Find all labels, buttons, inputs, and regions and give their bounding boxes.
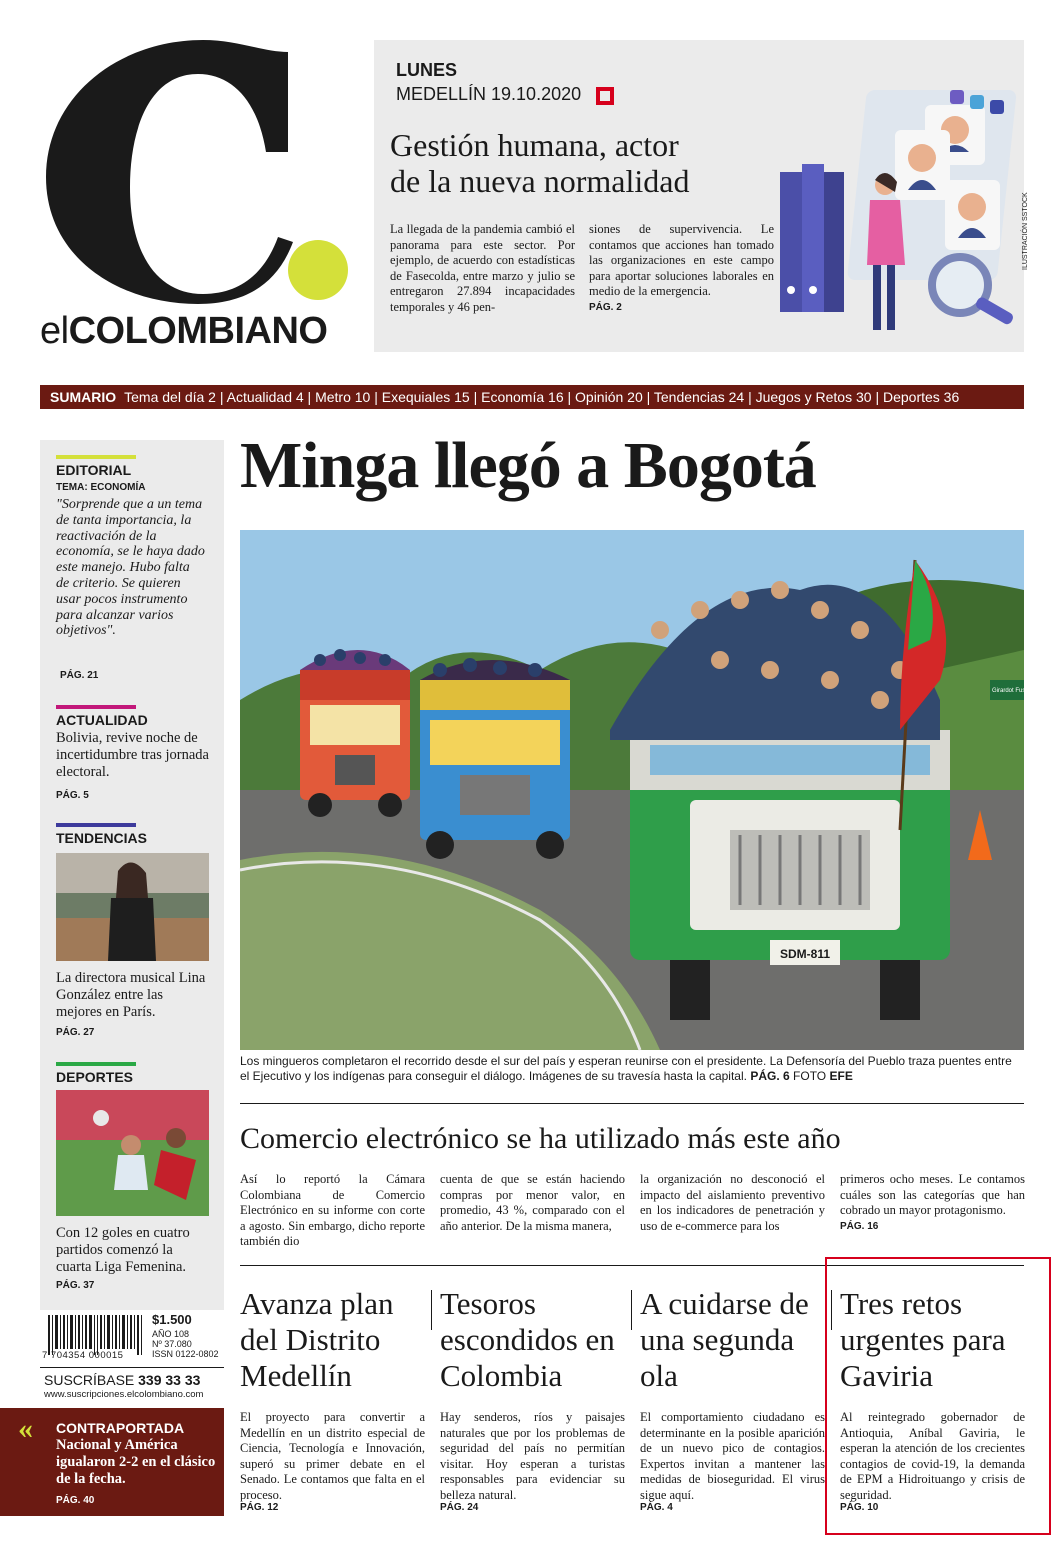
price-divider — [40, 1367, 224, 1368]
main-caption — [240, 1054, 1024, 1084]
story-2-title[interactable]: Tesoros escondidos en Colombia — [440, 1286, 615, 1393]
illustration-credit: ILUSTRACIÓN SSTOCK — [1022, 192, 1029, 270]
divider-top — [240, 1103, 1024, 1104]
top-story-headline[interactable] — [390, 127, 770, 199]
story-2-page[interactable]: PÁG. 24 — [440, 1502, 479, 1513]
subscribe-phone: 339 33 33 — [138, 1372, 201, 1388]
subscribe-line[interactable] — [44, 1372, 200, 1388]
comercio-col4-text: primeros ocho meses. Le contamos cuáles son las categorías que han cobrado un mayor protagonismo. — [840, 1172, 1025, 1217]
top-headline-line1: Gestión humana, actor — [390, 127, 679, 163]
sumario-items[interactable]: Tema del día 2 | Actualidad 4 | Metro 10 | Exequiales 15 | Economía 16 | Opinión 20 | Tendencias 24 | Juegos y Retos 30 | Deportes 36 — [124, 389, 960, 405]
actualidad-rule — [56, 705, 136, 709]
story-3-title[interactable]: A cuidarse de una segunda ola — [640, 1286, 809, 1393]
red-square-icon — [596, 87, 614, 105]
logo-letter-c — [46, 40, 293, 304]
caption-agency: EFE — [829, 1069, 853, 1083]
masthead-logo[interactable] — [38, 30, 358, 320]
highlight-box — [825, 1257, 1051, 1535]
edition-day: LUNES — [396, 60, 458, 80]
barcode-number: 7 704354 000015 — [42, 1350, 124, 1361]
tendencias-title[interactable]: TENDENCIAS — [56, 830, 148, 846]
tendencias-photo[interactable] — [56, 853, 209, 961]
comercio-col4 — [840, 1172, 1025, 1234]
top-story-page[interactable]: PÁG. 2 — [589, 301, 622, 313]
issue-info — [152, 1329, 219, 1359]
comercio-title[interactable]: Comercio electrónico se ha utilizado más este año — [240, 1122, 841, 1155]
editorial-tema: TEMA: ECONOMÍA — [56, 482, 146, 493]
column-rule — [431, 1290, 432, 1330]
issue-issn: ISSN 0122-0802 — [152, 1349, 219, 1359]
subscribe-url[interactable]: www.suscripciones.elcolombiano.com — [44, 1389, 204, 1400]
deportes-text: Con 12 goles en cuatro partidos comenzó la cuarta Liga Femenina. — [56, 1225, 190, 1275]
comercio-page[interactable]: PÁG. 16 — [840, 1220, 879, 1232]
road-sign: Girardot Fusa — [992, 688, 1029, 694]
contraportada-text: Nacional y América igualaron 2-2 en el clásico de la fecha. — [56, 1437, 216, 1487]
actualidad-text: Bolivia, revive noche de incertidumbre tras jornada electoral. — [56, 730, 209, 780]
story-4-page[interactable]: PÁG. 10 — [840, 1502, 879, 1513]
subscribe-label: SUSCRÍBASE — [44, 1372, 135, 1388]
tendencias-text: La directora musical Lina González entre las mejores en París. — [56, 970, 206, 1020]
logo-yellow-dot — [288, 240, 348, 300]
actualidad-page[interactable]: PÁG. 5 — [56, 790, 89, 801]
hr-illustration — [775, 60, 1025, 345]
tendencias-page[interactable]: PÁG. 27 — [56, 1027, 95, 1038]
main-photo[interactable] — [240, 530, 1029, 1050]
story-3-text: El comportamiento ciudadano es determinante en la posible aparición de un nuevo pico de contagios. Expertos invitan a mantener las medidas de bioseguridad. El virus sigue aquí. — [640, 1410, 825, 1502]
wordmark-prefix: el — [40, 310, 69, 352]
comercio-col1: Así lo reportó la Cámara Colombiana de Comercio Electrónico en su informe con corte a agosto. Sin embargo, dicho reporte también dio — [240, 1172, 425, 1248]
story-2-text: Hay senderos, ríos y paisajes naturales que por los problemas de seguridad del país no permitían visitar. Hoy esperan a turistas responsables para evidenciar su belleza natural. — [440, 1410, 625, 1502]
contraportada-title: CONTRAPORTADA — [56, 1420, 185, 1436]
comercio-col2: cuenta de que se están haciendo compras por menor valor, en promedio, 43 %, comparado con el año anterior. De la misma manera, — [440, 1172, 625, 1233]
license-plate: SDM-811 — [779, 947, 831, 961]
edition-date: MEDELLÍN 19.10.2020 — [396, 84, 582, 104]
masthead-wordmark — [40, 310, 327, 353]
price: $1.500 — [152, 1312, 192, 1327]
caption-photo-label: FOTO — [793, 1069, 827, 1083]
top-story-col2-text: siones de supervivencia. Le contamos que acciones han tomado las organizaciones en este campo para aportar soluciones laborales en medio de la emergencia. — [589, 222, 774, 298]
barcode — [48, 1315, 148, 1355]
comercio-col3: la organización no desconoció el impacto del aislamiento preventivo en los indicadores de penetración y uso de e-commerce para los — [640, 1172, 825, 1233]
sumario-bar — [40, 385, 1024, 409]
story-1-text: El proyecto para convertir a Medellín en un distrito especial de Ciencia, Tecnología e Innovación, superó su primer debate en el Senado. Le contamos que falta en el proceso. — [240, 1410, 425, 1502]
column-rule — [631, 1290, 632, 1330]
wordmark-main: COLOMBIANO — [68, 310, 328, 352]
sumario-label: SUMARIO — [50, 389, 117, 405]
story-1-title[interactable]: Avanza plan del Distrito Medellín — [240, 1286, 394, 1393]
main-headline[interactable]: Minga llegó a Bogotá — [240, 429, 816, 502]
editorial-page[interactable]: PÁG. 21 — [60, 670, 99, 681]
top-headline-line2: de la nueva normalidad — [390, 163, 690, 199]
issue-year: AÑO 108 — [152, 1329, 190, 1339]
caption-page[interactable]: PÁG. 6 — [750, 1069, 790, 1083]
contraportada-page[interactable]: PÁG. 40 — [56, 1495, 95, 1506]
top-story-col2 — [589, 222, 774, 315]
deportes-photo[interactable] — [56, 1090, 209, 1216]
deportes-title[interactable]: DEPORTES — [56, 1069, 134, 1085]
editorial-rule — [56, 455, 136, 459]
top-story-col1: La llegada de la pandemia cambió el panorama para este sector. Por ejemplo, de acuerdo con estadísticas de Fasecolda, entre marzo y julio se entregaron 27.894 incapacidades temporales y 46 pen- — [390, 222, 575, 314]
caption-text: Los mingueros completaron el recorrido desde el sur del país y esperan reunirse con el presidente. La Defensoría del Pueblo traza puentes entre el Ejecutivo y los indígenas para conseguir el diálogo. Imágenes de su travesía hasta la capital. — [240, 1054, 1012, 1083]
story-1-page[interactable]: PÁG. 12 — [240, 1502, 279, 1513]
story-4-text: Al reintegrado gobernador de Antioquia, Aníbal Gaviria, le esperan la atención de los crecientes contagios de covid-19, la demanda de EPM a Hidroituango y crisis de seguridad. — [840, 1410, 1025, 1502]
story-3-page[interactable]: PÁG. 4 — [640, 1502, 673, 1513]
editorial-title[interactable]: EDITORIAL — [56, 462, 132, 478]
editorial-quote: "Sorprende que a un tema de tanta importancia, la reactivación de la economía, se le haya dado este manejo. Hubo falta de criterio. Se quieren usar pocos instrumento para alcanzar varios objetivos". — [56, 497, 205, 639]
actualidad-title[interactable]: ACTUALIDAD — [56, 712, 148, 728]
double-chevron-icon: « — [18, 1412, 33, 1445]
deportes-page[interactable]: PÁG. 37 — [56, 1280, 95, 1291]
story-4-title[interactable]: Tres retos urgentes para Gaviria — [840, 1286, 1006, 1393]
issue-number: Nº 37.080 — [152, 1339, 192, 1349]
tendencias-rule — [56, 823, 136, 827]
deportes-rule — [56, 1062, 136, 1066]
